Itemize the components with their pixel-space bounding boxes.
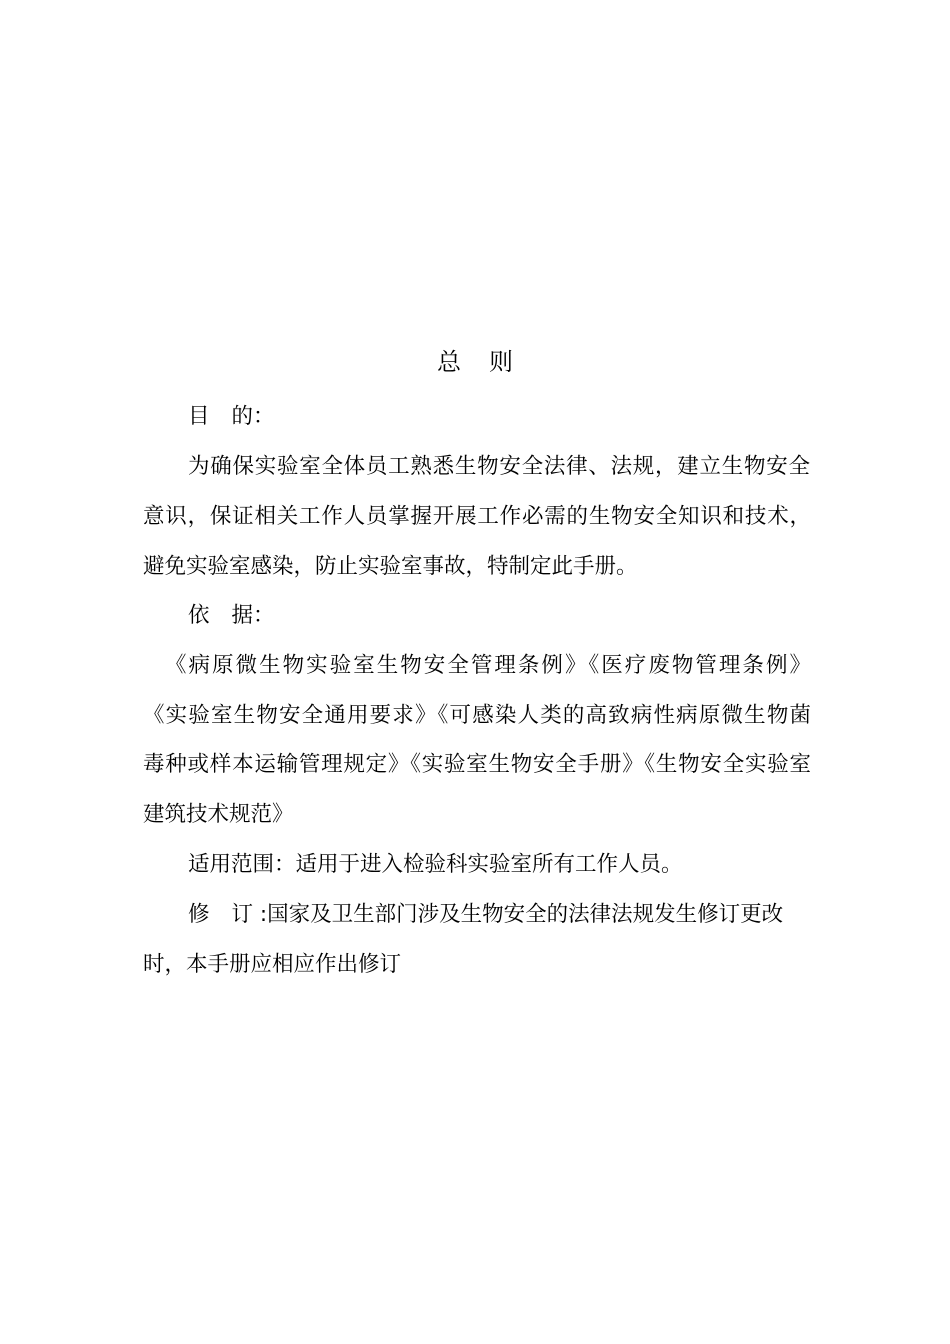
revision-line-1: 修 订 :国家及卫生部门涉及生物安全的法律法规发生修订更改 <box>188 902 784 927</box>
basis-line-4: 建筑技术规范》 <box>143 802 294 827</box>
basis-line-3: 毒种或样本运输管理规定》《实验室生物安全手册》《生物安全实验室 <box>143 752 811 777</box>
purpose-heading: 目 的： <box>188 404 275 429</box>
title-char-1: 总 <box>437 348 461 376</box>
scope-line: 适用范围：适用于进入检验科实验室所有工作人员。 <box>188 852 683 877</box>
page-title <box>0 342 950 382</box>
basis-line-1: 《病原微生物实验室生物安全管理条例》《医疗废物管理条例》 <box>165 653 811 678</box>
title-char-2: 则 <box>489 348 513 376</box>
purpose-line-1: 为确保实验室全体员工熟悉生物安全法律、法规，建立生物安全 <box>188 454 810 479</box>
basis-heading: 依 据： <box>188 603 275 628</box>
purpose-line-2: 意识，保证相关工作人员掌握开展工作必需的生物安全知识和技术， <box>143 504 811 529</box>
basis-line-2: 《实验室生物安全通用要求》《可感染人类的高致病性病原微生物菌 <box>143 703 811 728</box>
purpose-line-3: 避免实验室感染，防止实验室事故，特制定此手册。 <box>143 554 638 579</box>
revision-line-2: 时，本手册应相应作出修订 <box>143 952 402 977</box>
